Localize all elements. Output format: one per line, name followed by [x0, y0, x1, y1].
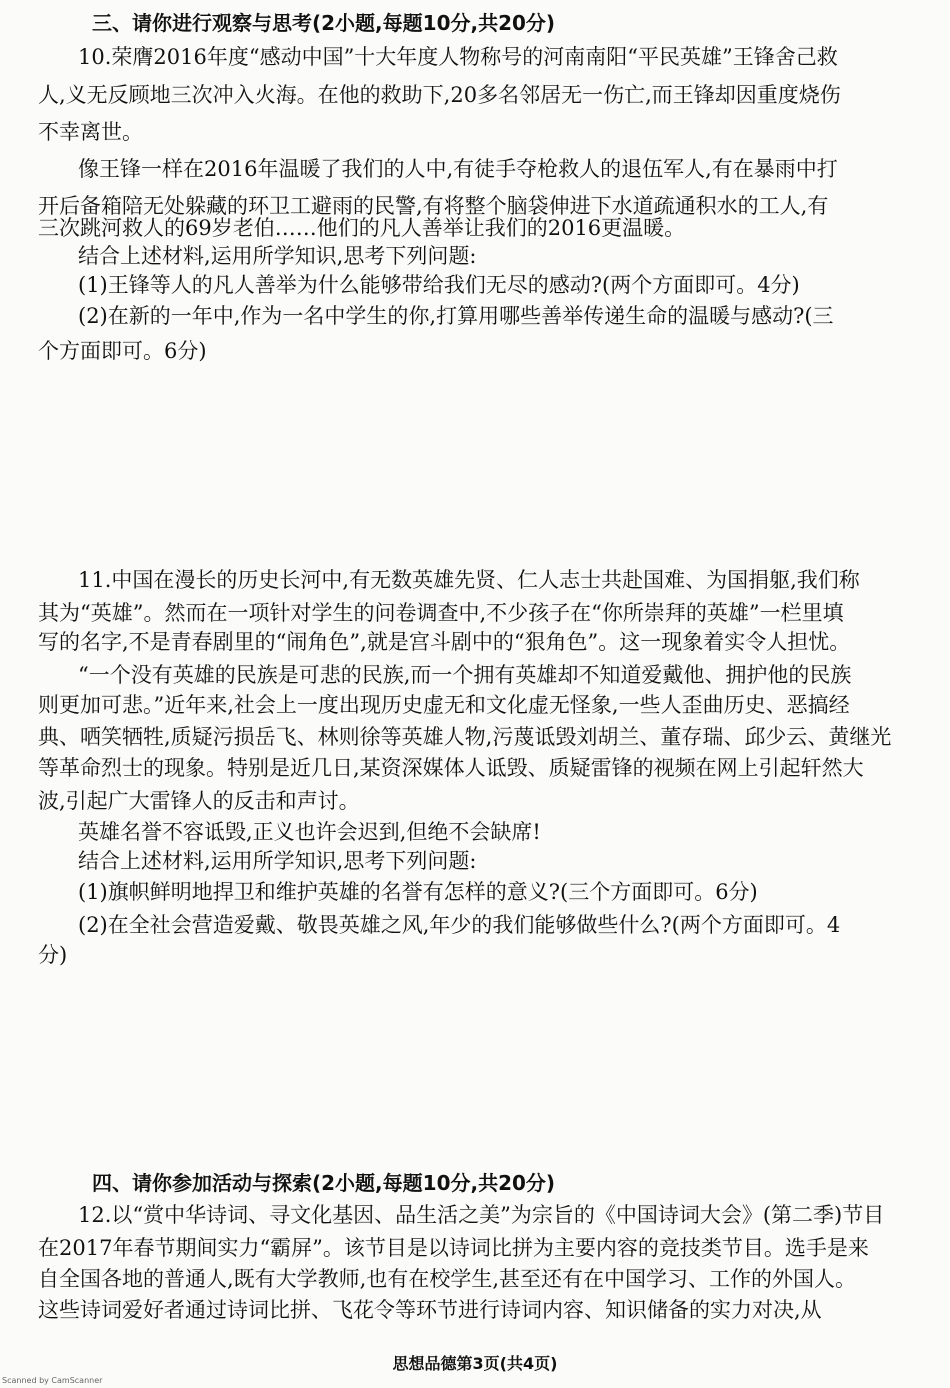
- q10-question-1: (1)王锋等人的凡人善举为什么能够带给我们无尽的感动?(两个方面即可。4分): [78, 273, 800, 297]
- q11-question-2: (2)在全社会营造爱戴、敬畏英雄之风,年少的我们能够做些什么?(两个方面即可。4: [78, 913, 841, 937]
- q11-question-2-cont: 分): [38, 943, 68, 967]
- q11-line-5: 则更加可悲。”近年来,社会上一度出现历史虚无和文化虚无怪象,一些人歪曲历史、恶搞经: [38, 693, 850, 717]
- q12-line-4: 这些诗词爱好者通过诗词比拼、飞花令等环节进行诗词内容、知识储备的实力对决,从: [38, 1298, 822, 1322]
- q11-line-3: 写的名字,不是青春剧里的“闹角色”,就是宫斗剧中的“狠角色”。这一现象着实令人担忧。: [38, 630, 851, 654]
- q10-line-3: 不幸离世。: [38, 120, 143, 144]
- q10-question-2-cont: 个方面即可。6分): [38, 339, 207, 363]
- q10-question-2: (2)在新的一年中,作为一名中学生的你,打算用哪些善举传递生命的温暖与感动?(三: [78, 304, 834, 328]
- page-footer: 思想品德第3页(共4页): [392, 1354, 558, 1373]
- answer-space-q10: [38, 370, 908, 560]
- q11-line-4: “一个没有英雄的民族是可悲的民族,而一个拥有英雄却不知道爱戴他、拥护他的民族: [78, 663, 852, 687]
- q11-line-10: 结合上述材料,运用所学知识,思考下列问题:: [78, 849, 477, 873]
- q12-line-2: 在2017年春节期间实力“霸屏”。该节目是以诗词比拼为主要内容的竞技类节目。选手是来: [38, 1236, 869, 1260]
- q10-line-7: 结合上述材料,运用所学知识,思考下列问题:: [78, 244, 477, 268]
- q10-line-6: 三次跳河救人的69岁老伯……他们的凡人善举让我们的2016更温暖。: [38, 216, 686, 240]
- q11-line-7: 等革命烈士的现象。特别是近几日,某资深媒体人诋毁、质疑雷锋的视频在网上引起轩然大: [38, 756, 864, 780]
- scanner-watermark: Scanned by CamScanner: [2, 1376, 103, 1385]
- section-4-heading: 四、请你参加活动与探索(2小题,每题10分,共20分): [92, 1171, 556, 1195]
- answer-space-q11: [38, 975, 908, 1160]
- section-3-heading: 三、请你进行观察与思考(2小题,每题10分,共20分): [92, 11, 556, 35]
- q11-line-6: 典、哂笑牺牲,质疑污损岳飞、林则徐等英雄人物,污蔑诋毁刘胡兰、董存瑞、邱少云、黄继光: [38, 725, 892, 749]
- q12-line-1: 12.以“赏中华诗词、寻文化基因、品生活之美”为宗旨的《中国诗词大会》(第二季)节目: [78, 1203, 885, 1227]
- q11-line-9: 英雄名誉不容诋毁,正义也许会迟到,但绝不会缺席!: [78, 820, 541, 844]
- q10-line-2: 人,义无反顾地三次冲入火海。在他的救助下,20多名邻居无一伤亡,而王锋却因重度烧伤: [38, 83, 841, 107]
- q10-line-5: 开后备箱陪无处躲藏的环卫工避雨的民警,有将整个脑袋伸进下水道疏通积水的工人,有: [38, 194, 829, 218]
- q11-line-1: 11.中国在漫长的历史长河中,有无数英雄先贤、仁人志士共赴国难、为国捐躯,我们称: [78, 568, 860, 592]
- q11-line-8: 波,引起广大雷锋人的反击和声讨。: [38, 789, 360, 813]
- q10-line-4: 像王锋一样在2016年温暖了我们的人中,有徒手夺枪救人的退伍军人,有在暴雨中打: [78, 157, 838, 181]
- q11-question-1: (1)旗帜鲜明地捍卫和维护英雄的名誉有怎样的意义?(三个方面即可。6分): [78, 880, 758, 904]
- q11-line-2: 其为“英雄”。然而在一项针对学生的问卷调查中,不少孩子在“你所崇拜的英雄”一栏里填: [38, 601, 844, 625]
- q12-line-3: 自全国各地的普通人,既有大学教师,也有在校学生,甚至还有在中国学习、工作的外国人。: [38, 1267, 857, 1291]
- q10-line-1: 10.荣膺2016年度“感动中国”十大年度人物称号的河南南阳“平民英雄”王锋舍己救: [78, 45, 838, 69]
